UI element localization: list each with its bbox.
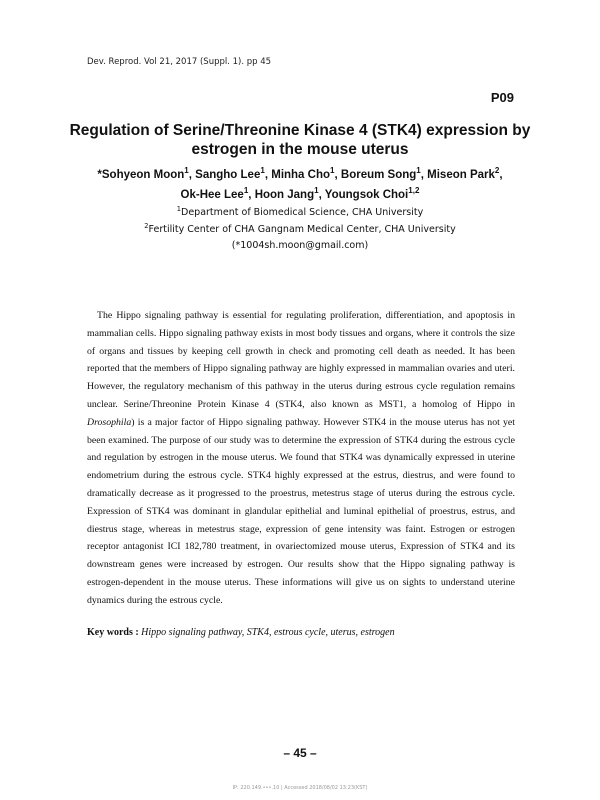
abstract-text: The Hippo signaling pathway is essential for regulating proliferation, differentiation, and apoptosis in mammalian cells. Hippo signaling pathway exists in most body tissues and organs, where it controls the size of organs and tissues by keeping cell growth in check and promoting cell death as needed. It has been reported that the members of Hippo signaling pathway are highly expressed in mammalian ovaries and uteri. However, the regulatory mechanism of this pathway in the uterus during estrous cycle regulation remains unclear. Serine/Threonine Protein Kinase 4 (STK4, also known as MST1, a homolog of Hippo in: [87, 310, 515, 410]
author-name: Boreum Song: [340, 169, 417, 181]
author-name: Ok-Hee Lee: [180, 189, 244, 201]
author-affil-mark: 1: [416, 166, 421, 176]
author: Boreum Song$^1$,: [340, 166, 428, 181]
affiliation-mark: 2: [144, 221, 149, 230]
author-list: [60, 165, 540, 205]
affiliation: [60, 205, 540, 222]
author: *Sohyeon Moon$^1$,: [97, 166, 196, 181]
contact-email: (*1004sh.moon@gmail.com): [231, 240, 369, 251]
author-affil-mark: 1: [330, 166, 335, 176]
author: [324, 186, 420, 201]
abstract-body: [87, 307, 515, 610]
author: Miseon Park$^2$,: [427, 166, 503, 181]
author-name: Youngsok Choi: [324, 189, 409, 201]
author-affil-mark: 1: [243, 186, 249, 196]
page-number: – 45 –: [283, 746, 317, 760]
poster-code: P09: [490, 90, 514, 105]
author: Ok-Hee Lee$^1$,: [180, 186, 255, 201]
affiliation-text: Department of Biomedical Science, CHA University: [181, 207, 424, 218]
affiliation-text: Fertility Center of CHA Gangnam Medical Center, CHA University: [148, 223, 456, 235]
author-name: Sangho Lee: [195, 169, 261, 181]
author-name: Hoon Jang: [254, 189, 315, 201]
author-name: Miseon Park: [427, 169, 495, 181]
keywords-label: Key words :: [87, 627, 142, 638]
author-affil-mark: 2: [494, 166, 500, 176]
journal-citation: Dev. Reprod. Vol 21, 2017 (Suppl. 1). pp 45: [87, 57, 272, 67]
author: Hoon Jang$^1$,: [254, 186, 325, 201]
affiliation-mark: 1: [176, 204, 181, 213]
author: Sangho Lee$^1$,: [195, 166, 272, 181]
keywords: [87, 627, 517, 638]
author-affil-mark: 1: [184, 166, 189, 176]
author-affil-mark: 1: [260, 166, 265, 176]
author-name: *Sohyeon Moon: [97, 169, 185, 181]
abstract-italic-term: Drosophila: [87, 416, 132, 428]
access-footer: IP: 220.149.•••.10 | Accessed 2018/08/02 13:23(KST): [232, 785, 368, 791]
author: Minha Cho$^1$,: [271, 166, 341, 181]
author-affil-mark: 1: [314, 186, 319, 196]
author-affil-mark: 1,2: [408, 186, 420, 196]
author-name: Minha Cho: [271, 169, 331, 181]
paper-title: Regulation of Serine/Threonine Kinase 4 (STK4) expression by estrogen in the mouse uterus: [69, 122, 531, 158]
abstract-text: ) is a major factor of Hippo signaling pathway. However STK4 in the mouse uterus has not yet been examined. The purpose of our study was to determine the expression of STK4 during the estrous cycle and regulation by estrogen in the mouse uterus. We found that STK4 was dynamically expressed in uterine endometrium during the estrous cycle. STK4 highly expressed at the estrus, diestrus, and were found to dramatically decrease as it progressed to the proestrus, metestrus stage of uterus during the estrous cycle. Expression of STK4 was dominant in glandular epithelial and luminal epithelial of proestrus, estrus, and diestrus stage, whereas in metestrus stage, expression of gene intensity was faint. Estrogen or estrogen receptor antagonist ICI 182,780 treatment, in ovariectomized mouse uterus, Expression of STK4 and its downstream genes were increased by estrogen. Our results show that the Hippo signaling pathway is estrogen-dependent in the mouse uterus. These informations will give us on sights to understand uterine dynamics during the estrous cycle.: [87, 416, 515, 606]
affiliation: [60, 222, 540, 239]
affiliations: [60, 205, 540, 255]
keywords-value: Hippo signaling pathway, STK4, estrous cycle, uterus, estrogen: [141, 627, 395, 638]
